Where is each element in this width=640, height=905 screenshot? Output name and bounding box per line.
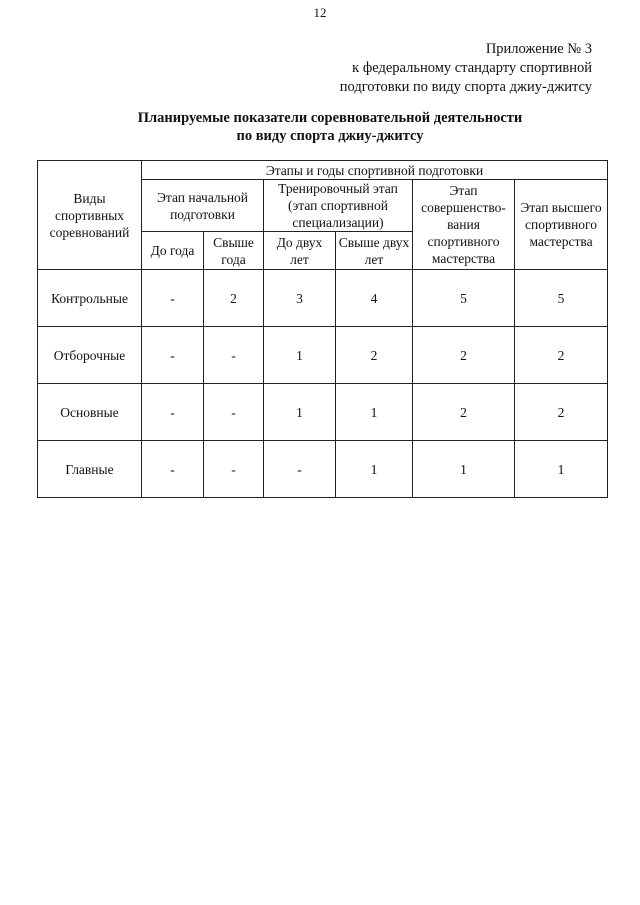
header-initial-up-to-year: До года: [142, 232, 204, 270]
title-line-1: Планируемые показатели соревновательной деятельности: [137, 110, 523, 126]
table-cell: -: [142, 270, 204, 327]
header-initial-stage: Этап начальной подготовки: [142, 180, 264, 232]
table-cell: 2: [515, 327, 608, 384]
table-cell: -: [142, 384, 204, 441]
table-cell: 2: [413, 327, 515, 384]
title-line-2: по виду спорта джиу-джитсу: [236, 128, 424, 144]
table-cell: 3: [264, 270, 336, 327]
table-cell: 1: [336, 441, 413, 498]
table-cell: 2: [204, 270, 264, 327]
table-cell: 2: [515, 384, 608, 441]
table-cell: -: [204, 384, 264, 441]
competition-metrics-table: [37, 160, 608, 498]
appendix-block: [340, 40, 592, 97]
header-initial-over-year: Свыше года: [204, 232, 264, 270]
appendix-line-1: Приложение № 3: [485, 41, 592, 57]
appendix-line-2: к федеральному стандарту спортивной: [352, 60, 592, 76]
table-cell: -: [204, 327, 264, 384]
table-row: [38, 327, 608, 384]
table-cell: -: [264, 441, 336, 498]
table-cell: 1: [264, 384, 336, 441]
table-cell: 1: [336, 384, 413, 441]
table-cell: 1: [264, 327, 336, 384]
table-cell: 2: [336, 327, 413, 384]
header-training-up-to-two: До двух лет: [264, 232, 336, 270]
table-cell: 5: [515, 270, 608, 327]
page-number: 12: [313, 5, 327, 20]
document-title: [60, 109, 600, 145]
table-cell: -: [142, 327, 204, 384]
table-row: [38, 384, 608, 441]
table-cell: -: [142, 441, 204, 498]
row-label: Контрольные: [38, 270, 142, 327]
table-cell: 5: [413, 270, 515, 327]
table-cell: -: [204, 441, 264, 498]
table-cell: 2: [413, 384, 515, 441]
row-label: Основные: [38, 384, 142, 441]
header-competition-types: Виды спортивных соревнований: [38, 161, 142, 270]
header-higher-mastery-stage: Этап высшего спортивного мастерства: [515, 180, 608, 270]
table-cell: 1: [515, 441, 608, 498]
header-training-over-two: Свыше двух лет: [336, 232, 413, 270]
table-row: [38, 441, 608, 498]
header-improvement-stage: Этап совершенство-вания спортивного мастерства: [413, 180, 515, 270]
header-training-stage: Тренировочный этап (этап спортивной специализации): [264, 180, 413, 232]
table-cell: 1: [413, 441, 515, 498]
row-label: Главные: [38, 441, 142, 498]
row-label: Отборочные: [38, 327, 142, 384]
header-stages-group: Этапы и годы спортивной подготовки: [142, 161, 608, 180]
appendix-line-3: подготовки по виду спорта джиу-джитсу: [339, 79, 592, 95]
table-cell: 4: [336, 270, 413, 327]
table-row: [38, 270, 608, 327]
